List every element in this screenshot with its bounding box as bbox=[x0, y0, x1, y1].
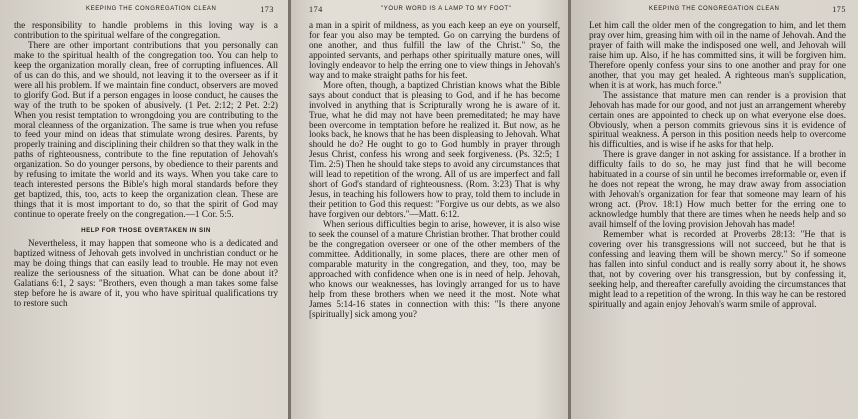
page-header bbox=[589, 6, 846, 18]
page-174 bbox=[291, 0, 568, 419]
section-subheading: HELP FOR THOSE OVERTAKEN IN SIN bbox=[81, 227, 211, 235]
page-number: 174 bbox=[309, 5, 323, 14]
page-body bbox=[14, 21, 278, 309]
page-173 bbox=[0, 0, 288, 419]
running-head: KEEPING THE CONGREGATION CLEAN bbox=[649, 6, 780, 12]
running-head: KEEPING THE CONGREGATION CLEAN bbox=[86, 6, 217, 12]
paragraph: Nevertheless, it may happen that someone who is a dedicated and baptized witness of Jehovah gets involved in unchristian conduct or he may be doing things that can easily lead to trouble. He may not even realize the seriousness of the situation. What can be done about it? Galatians 6:1, 2 says: "Brothers, even though a man takes some false step before he is aware of it, you who have spiritual qualifications try to restore such bbox=[14, 238, 278, 308]
paragraph: There is grave danger in not asking for assistance. If a brother in difficulty fails to do so, he may just find that he will become habituated in a course of sin until he becomes irreformable or, even if he does not repeat the wrong, he may draw away from association with Jehovah's organization for fear that someone may learn of his wrong act. (Prov. 18:1) How much better for the erring one to acknowledge humbly that there are times when he needs help and so avail himself of the loving provision Jehovah has made! bbox=[589, 149, 846, 230]
paragraph: Remember what is recorded at Proverbs 28:13: "He that is covering over his transgressions will not succeed, but he that is confessing and leaving them will be shown mercy." So if someone has fallen into sinful conduct and is really sorry about it, he shows that, not by covering over his transgression, but by confessing it, seeking help, and thereafter carefully avoiding the circumstances that might lead to a repetition of the wrong. In this way he can be restored spiritually and again enjoy Jehovah's warm smile of approval. bbox=[589, 229, 846, 309]
paragraph: the responsibility to handle problems in this loving way is a contribution to the spiritual welfare of the congregation. bbox=[14, 20, 278, 40]
page-header bbox=[14, 6, 278, 18]
paragraph: There are other important contributions that you personally can make to the spiritual health of the congregation too. You can help to keep the organization morally clean, free of corrupting influences. All of us can do this, and we should, not leaving it to the overseer as if it were all his problem. If we maintain fine conduct, observers are moved to glorify God. But if a person engages in loose conduct, he causes the way of the truth to be spoken of abusively. (1 Pet. 2:12; 2 Pet. 2:2) When you resist temptation to wrongdoing you are contributing to the moral cleanness of the organization. The same is true when you refuse to feed your mind on ideas that stimulate wrong desires. Parents, by properly training and disciplining their children so that they walk in the paths of righteousness, contribute to the fine reputation of Jehovah's organization. So do younger persons, by obedience to their parents and by refusing to imitate the world and its ways. When you take care to teach interested persons the Bible's high moral standards before they get baptized, this, too, acts to keep the organization clean. These are things that it is most important to do, so that the spirit of God may continue to operate freely on the congregation.—1 Cor. 5:5. bbox=[14, 39, 278, 220]
page-body bbox=[589, 21, 846, 310]
page-number: 175 bbox=[832, 5, 846, 14]
paragraph: When serious difficulties begin to arise, however, it is also wise to seek the counsel of a mature Christian brother. That brother could be the congregation overseer or one of the other members of the committee. Additionally, in some places, there are other men of comparable maturity in the congregation, and they, too, may be approached with confidence when one is in need of help. Jehovah, who knows our weaknesses, has lovingly arranged for us to have help from these brothers when we need it the most. Note what James 5:14-16 states in connection with this: "Is there anyone [spiritually] sick among you? bbox=[309, 219, 560, 319]
paragraph: a man in a spirit of mildness, as you each keep an eye on yourself, for fear you also may be tempted. Go on carrying the burdens of one another, and thus fulfill the law of the Christ." So, the appointed servants, and perhaps other spiritually mature ones, will lovingly endeavor to help the erring one to view things in Jehovah's way and to make straight paths for his feet. bbox=[309, 20, 560, 80]
page-number: 173 bbox=[260, 5, 274, 14]
paragraph: More often, though, a baptized Christian knows what the Bible says about conduct that is pleasing to God, and if he has become involved in anything that is Scripturally wrong he is aware of it. True, what he did may not have been premeditated; he may have been overcome in temptation before he realized it. But now, as he looks back, he knows that he has been displeasing to Jehovah. What should he do? He ought to go to God humbly in prayer through Jesus Christ, confess his wrong and seek forgiveness. (Ps. 32:5; 1 Tim. 2:5) Then he should take steps to avoid any circumstances that will lead to repetition of the wrong. All of us are imperfect and fall short of God's standard of righteousness. (Rom. 3:23) That is why Jesus, in teaching his followers how to pray, told them to include in their petition to God this request: "Forgive us our debts, as we also have forgiven our debtors."—Matt. 6:12. bbox=[309, 79, 560, 220]
page-header bbox=[309, 6, 560, 18]
running-head: "YOUR WORD IS A LAMP TO MY FOOT" bbox=[381, 6, 512, 12]
paragraph: Let him call the older men of the congregation to him, and let them pray over him, greasing him with oil in the name of Jehovah. And the prayer of faith will make the indisposed one well, and Jehovah will raise him up. Also, if he has committed sins, it will be forgiven him. Therefore openly confess your sins to one another and pray for one another, that you may get healed. A righteous man's supplication, when it is at work, has much force." bbox=[589, 20, 846, 90]
page-body bbox=[309, 21, 560, 320]
paragraph: The assistance that mature men can render is a provision that Jehovah has made for our good, and not just an arrangement whereby certain ones are appointed to check up on what everyone else does. Obviously, when a person commits grievous sins it is evidence of spiritual weakness. A person in this position needs help to overcome his difficulties, and is wise if he asks for that help. bbox=[589, 89, 846, 150]
page-175 bbox=[571, 0, 858, 419]
